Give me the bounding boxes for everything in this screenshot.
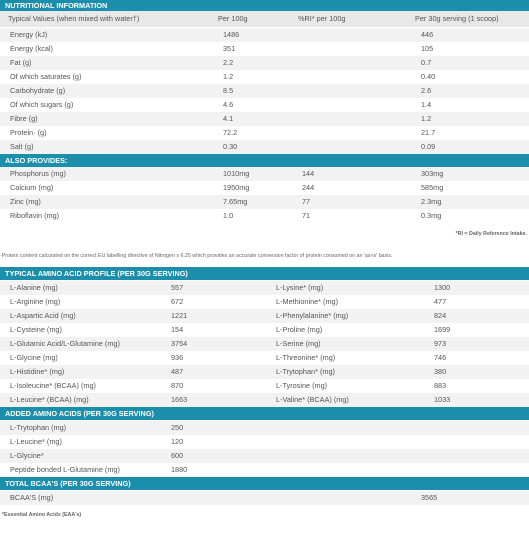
table-row [0,435,529,449]
amino-right-label: L-Threonine* (mg) [276,353,336,362]
table-row [0,421,529,435]
amino-left-label: L-Alanine (mg) [10,283,58,292]
per-100g-value: 4.6 [223,100,234,109]
bcaa-title-bar [0,477,529,490]
table-row [0,379,529,393]
per-serving-value: 585mg [421,183,444,192]
nutrition-title: NUTRITIONAL INFORMATION [5,1,108,10]
header-typical-values: Typical Values (when mixed with water†) [8,14,140,23]
table-row [0,209,529,223]
amino-title-bar [0,267,529,280]
amino-right-label: L-Methionine* (mg) [276,297,339,306]
per-serving-value: 105 [421,44,434,53]
table-row [0,393,529,407]
header-per-serving: Per 30g serving (1 scoop) [415,14,499,23]
added-label: Peptide bonded L-Glutamine (mg) [10,465,120,474]
ri-value: 71 [302,211,311,220]
per-100g-value: 1.0 [223,211,234,220]
table-row [0,70,529,84]
amino-title: TYPICAL AMINO ACID PROFILE (PER 30G SERVING) [5,269,188,278]
row-label: Of which saturates (g) [10,72,82,81]
amino-right-value: 380 [434,367,447,376]
amino-right-value: 824 [434,311,447,320]
table-row [0,140,529,154]
nutrition-header-row [0,11,529,27]
amino-right-value: 746 [434,353,447,362]
per-serving-value: 303mg [421,169,444,178]
per-100g-value: 351 [223,44,236,53]
row-label: Fat (g) [10,58,32,67]
amino-right-label: L-Phenylalanine* (mg) [276,311,349,320]
header-per-100g: Per 100g [218,14,248,23]
row-label: Zinc (mg) [10,197,41,206]
per-100g-value: 8.5 [223,86,234,95]
eaa-note: *Essential Amino Acids (EAA's) [2,512,82,518]
amino-right-label: L-Serine (mg) [276,339,321,348]
added-value: 1880 [171,465,188,474]
table-row [0,449,529,463]
per-serving-value: 1.4 [421,100,432,109]
table-row [0,84,529,98]
per-serving-value: 2.3mg [421,197,442,206]
amino-right-value: 1300 [434,283,451,292]
row-label: Energy (kcal) [10,44,53,53]
table-row [0,28,529,42]
bcaa-label: BCAA'S (mg) [10,493,54,502]
amino-left-value: 672 [171,297,184,306]
amino-left-label: L-Aspartic Acid (mg) [10,311,76,320]
ri-value: 77 [302,197,311,206]
added-value: 600 [171,451,184,460]
table-row [0,351,529,365]
row-label: Calcium (mg) [10,183,54,192]
table-row [0,195,529,209]
table-row [0,491,529,505]
per-100g-value: 0.30 [223,142,238,151]
amino-left-label: L-Leucine* (BCAA) (mg) [10,395,89,404]
added-value: 250 [171,423,184,432]
also-provides-title: ALSO PROVIDES: [5,156,68,165]
table-row [0,126,529,140]
per-100g-value: 7.65mg [223,197,248,206]
row-label: Phosphorus (mg) [10,169,66,178]
table-row [0,281,529,295]
table-row [0,463,529,477]
amino-right-value: 477 [434,297,447,306]
amino-right-label: L-Lysine* (mg) [276,283,324,292]
per-serving-value: 1.2 [421,114,432,123]
bcaa-value: 3565 [421,493,438,502]
per-100g-value: 1950mg [223,183,250,192]
amino-left-value: 1221 [171,311,188,320]
row-label: Riboflavin (mg) [10,211,60,220]
row-label: Fibre (g) [10,114,38,123]
nutrition-title-bar [0,0,529,11]
amino-left-value: 154 [171,325,184,334]
table-row [0,181,529,195]
per-100g-value: 72.2 [223,128,238,137]
amino-right-value: 1033 [434,395,451,404]
table-row [0,56,529,70]
added-label: L-Glycine* [10,451,44,460]
added-value: 120 [171,437,184,446]
amino-left-value: 870 [171,381,184,390]
table-row [0,98,529,112]
table-row [0,365,529,379]
table-row [0,323,529,337]
amino-left-label: L-Histidine* (mg) [10,367,65,376]
ri-value: 244 [302,183,315,192]
amino-right-label: L-Trytophan* (mg) [276,367,335,376]
bcaa-title: TOTAL BCAA'S (PER 30G SERVING) [5,479,131,488]
row-label: Protein· (g) [10,128,47,137]
amino-left-label: L-Isoleucine* (BCAA) (mg) [10,381,96,390]
amino-left-label: L-Glutamic Acid/L-Glutamine (mg) [10,339,120,348]
added-title-bar [0,407,529,420]
table-row [0,337,529,351]
added-title: ADDED AMINO ACIDS (PER 30G SERVING) [5,409,154,418]
amino-right-label: L-Tyrosine (mg) [276,381,328,390]
amino-right-value: 883 [434,381,447,390]
per-serving-value: 2.6 [421,86,432,95]
amino-left-label: L-Glycine (mg) [10,353,58,362]
row-label: Salt (g) [10,142,34,151]
per-100g-value: 1486 [223,30,240,39]
per-100g-value: 2.2 [223,58,234,67]
added-label: L-Leucine* (mg) [10,437,62,446]
table-row [0,112,529,126]
ri-value: 144 [302,169,315,178]
per-100g-value: 4.1 [223,114,234,123]
amino-left-label: L-Cysteine (mg) [10,325,62,334]
table-row [0,295,529,309]
per-serving-value: 0.3mg [421,211,442,220]
amino-left-value: 3754 [171,339,188,348]
table-row [0,309,529,323]
per-100g-value: 1.2 [223,72,234,81]
header-ri-per-100g: %RI* per 100g [298,14,346,23]
per-serving-value: 21.7 [421,128,436,137]
per-serving-value: 446 [421,30,434,39]
table-row [0,42,529,56]
amino-left-value: 487 [171,367,184,376]
per-100g-value: 1010mg [223,169,250,178]
ri-note: *RI = Daily Reference Intake. [455,231,527,237]
per-serving-value: 0.40 [421,72,436,81]
amino-right-label: L-Valine* (BCAA) (mg) [276,395,349,404]
amino-left-value: 557 [171,283,184,292]
row-label: Carbohydrate (g) [10,86,66,95]
table-row [0,167,529,181]
row-label: Of which sugars (g) [10,100,74,109]
also-provides-title-bar [0,154,529,167]
amino-right-value: 1699 [434,325,451,334]
row-label: Energy (kJ) [10,30,48,39]
amino-right-label: L-Proline (mg) [276,325,323,334]
amino-left-label: L-Arginine (mg) [10,297,61,306]
per-serving-value: 0.7 [421,58,432,67]
added-label: L-Trytophan (mg) [10,423,67,432]
amino-left-value: 1663 [171,395,188,404]
protein-note: ·Protein content calculated on the correct EU labelling directive of Nitrogen x 6.25 which provides an accurate conversion factor of protein consumed on an 'as-is' basis. [0,253,393,259]
amino-right-value: 973 [434,339,447,348]
amino-left-value: 936 [171,353,184,362]
per-serving-value: 0.09 [421,142,436,151]
